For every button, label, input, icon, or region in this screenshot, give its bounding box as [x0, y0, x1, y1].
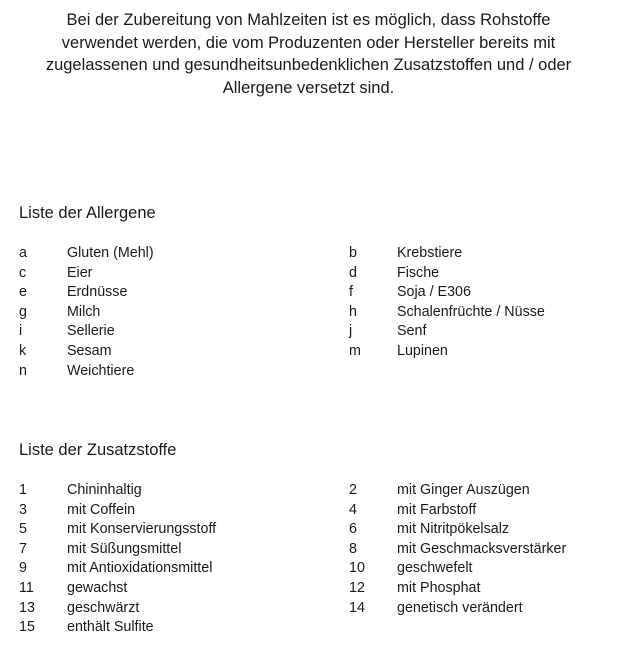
allergen-code: f — [349, 284, 353, 301]
allergen-code: a — [19, 245, 27, 261]
allergen-code: b — [349, 245, 357, 261]
additive-code: 8 — [349, 540, 357, 557]
intro-text: Bei der Zubereitung von Mahlzeiten ist es möglich, dass Rohstoffe verwendet werden, die vom Produzenten oder Hersteller bereits mit zugelassenen und gesundheitsunbedenklichen Zusatzstoffen und / oder Allergene versetzt sind. — [45, 11, 572, 97]
allergen-name: Eier — [67, 264, 93, 281]
allergen-name: Milch — [67, 303, 101, 320]
allergen-code: g — [19, 303, 27, 320]
allergen-name: Lupinen — [397, 342, 448, 359]
allergen-name: Soja / E306 — [397, 284, 471, 301]
allergens-title: Liste der Allergene — [19, 204, 156, 222]
additive-code: 4 — [349, 501, 357, 518]
additive-name: mit Geschmacksverstärker — [397, 540, 567, 557]
additive-code: 2 — [349, 482, 357, 498]
allergen-name: Sesam — [67, 342, 112, 359]
additive-name: genetisch verändert — [397, 599, 523, 616]
allergen-list — [19, 244, 609, 381]
allergen-code: i — [19, 323, 23, 340]
additive-name: gewachst — [67, 579, 128, 596]
allergen-code: k — [19, 342, 27, 359]
allergen-code: m — [349, 342, 361, 359]
allergen-name: Erdnüsse — [67, 284, 128, 301]
additive-code: 13 — [19, 599, 35, 616]
allergen-name: Senf — [397, 323, 427, 340]
allergen-code: j — [349, 323, 353, 340]
additive-name: mit Phosphat — [397, 579, 481, 596]
additive-name: mit Farbstoff — [397, 501, 477, 518]
allergen-code: n — [19, 362, 27, 379]
allergen-code: c — [19, 264, 27, 281]
allergen-name: Schalenfrüchte / Nüsse — [397, 303, 545, 320]
allergen-name: Gluten (Mehl) — [67, 245, 154, 261]
additive-code: 12 — [349, 579, 365, 596]
additive-name: mit Konservierungsstoff — [67, 521, 217, 538]
allergen-code: d — [349, 264, 357, 281]
additive-code: 6 — [349, 521, 357, 538]
additive-name: mit Coffein — [67, 501, 136, 518]
additive-name: mit Antioxidationsmittel — [67, 560, 213, 577]
additive-code: 3 — [19, 501, 27, 518]
allergen-name: Sellerie — [67, 323, 115, 340]
additive-name: geschwefelt — [397, 560, 473, 577]
additive-name: Chininhaltig — [67, 482, 142, 498]
additive-code: 11 — [19, 579, 34, 596]
additive-name: geschwärzt — [67, 599, 140, 616]
additive-list — [19, 481, 609, 638]
additive-name: mit Ginger Auszügen — [397, 482, 530, 498]
additive-code: 15 — [19, 619, 35, 636]
additive-name: mit Süßungsmittel — [67, 540, 182, 557]
allergen-name: Fische — [397, 264, 440, 281]
additive-code: 14 — [349, 599, 365, 616]
additive-code: 9 — [19, 560, 27, 577]
allergen-name: Krebstiere — [397, 245, 463, 261]
additive-code: 5 — [19, 521, 27, 538]
allergen-name: Weichtiere — [67, 362, 135, 379]
additive-code: 10 — [349, 560, 365, 577]
additive-code: 7 — [19, 540, 27, 557]
allergen-code: e — [19, 284, 27, 301]
allergen-code: h — [349, 303, 357, 320]
additive-name: mit Nitritpökelsalz — [397, 521, 510, 538]
additives-title: Liste der Zusatzstoffe — [19, 441, 177, 459]
additive-code: 1 — [19, 482, 27, 498]
additive-name: enthält Sulfite — [67, 619, 154, 636]
